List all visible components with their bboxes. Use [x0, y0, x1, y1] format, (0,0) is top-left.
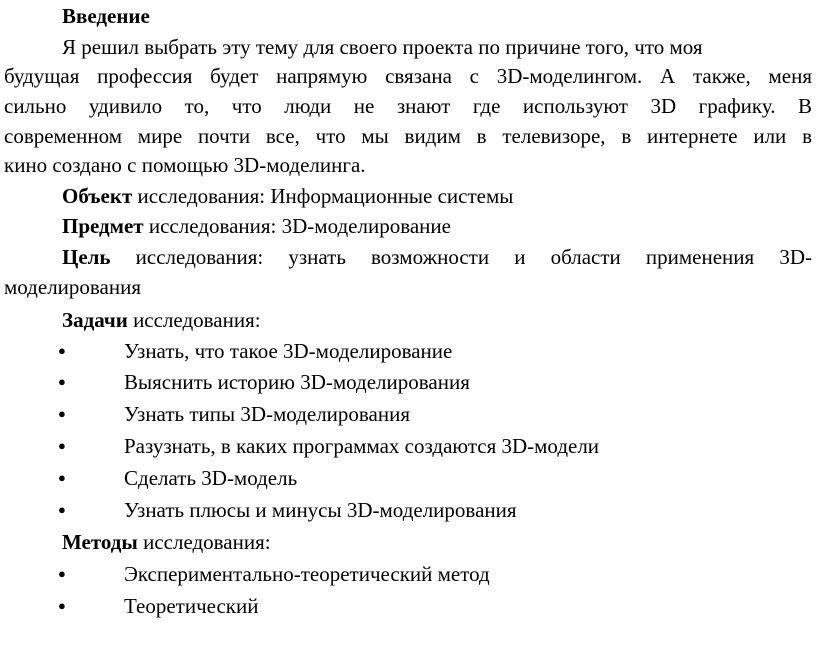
bullet-icon: ● — [58, 406, 66, 421]
intro-line-5: кино создано с помощью 3D-моделинга. — [4, 153, 366, 177]
bullet-icon: ● — [58, 470, 66, 485]
methods-text: исследования: — [137, 530, 271, 554]
goal-line-2: моделирования — [4, 275, 142, 299]
goal-label: Цель — [62, 245, 111, 269]
object-line — [62, 184, 513, 208]
object-text: исследования: Информационные системы — [132, 184, 514, 208]
task-item-1: Узнать, что такое 3D-моделирование — [124, 339, 453, 363]
bullet-icon: ● — [58, 598, 66, 613]
intro-line-2: будущая профессия будет напрямую связана с 3D-моделингом. А также, меня — [4, 64, 812, 88]
intro-line-3: сильно удивило то, что люди не знают где используют 3D графику. В — [4, 94, 812, 118]
subject-text: исследования: 3D-моделирование — [143, 214, 451, 238]
bullet-icon: ● — [58, 438, 66, 453]
tasks-heading — [62, 308, 261, 332]
bullet-icon: ● — [58, 502, 66, 517]
subject-line — [62, 214, 451, 238]
intro-line-1: Я решил выбрать эту тему для своего проекта по причине того, что моя — [62, 35, 703, 59]
tasks-text: исследования: — [127, 308, 261, 332]
task-item-6: Узнать плюсы и минусы 3D-моделирования — [124, 498, 517, 522]
intro-line-4: современном мире почти все, что мы видим в телевизоре, в интернете или в — [4, 124, 812, 148]
method-item-2: Теоретический — [124, 594, 259, 618]
bullet-icon: ● — [58, 374, 66, 389]
bullet-icon: ● — [58, 566, 66, 581]
object-label: Объект — [62, 184, 133, 208]
bullet-icon: ● — [58, 343, 66, 358]
method-item-1: Экспериментально-теоретический метод — [124, 562, 490, 586]
section-heading: Введение — [62, 4, 150, 28]
subject-label: Предмет — [62, 214, 144, 238]
methods-heading — [62, 530, 271, 554]
tasks-label: Задачи — [62, 308, 128, 332]
task-item-4: Разузнать, в каких программах создаются 3D-модели — [124, 434, 600, 458]
task-item-2: Выяснить историю 3D-моделирования — [124, 370, 470, 394]
methods-label: Методы — [62, 530, 138, 554]
task-item-5: Сделать 3D-модель — [124, 466, 298, 490]
goal-line-1 — [62, 245, 812, 269]
goal-text: исследования: узнать возможности и области применения 3D- — [110, 245, 812, 269]
task-item-3: Узнать типы 3D-моделирования — [124, 402, 411, 426]
